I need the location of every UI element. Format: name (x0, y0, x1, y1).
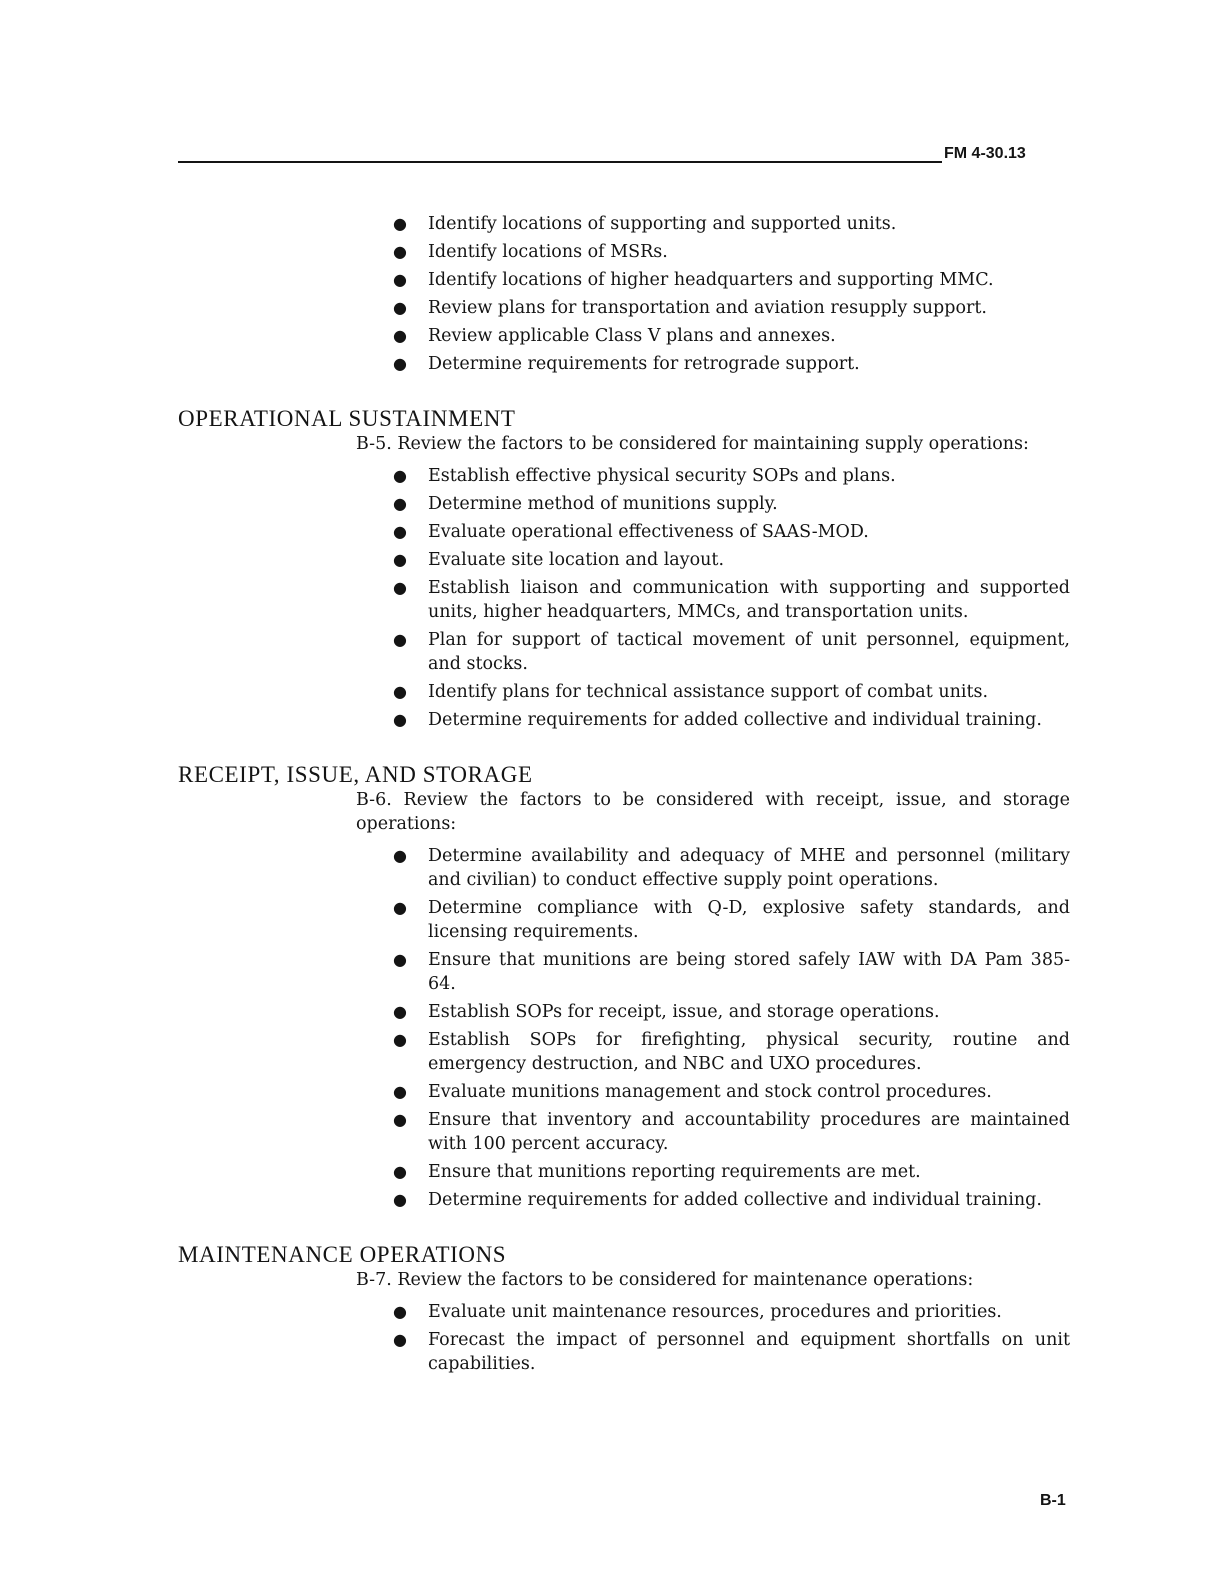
list-item-text: Determine availability and adequacy of MHE and personnel (military and civilian) to conduct effective supply point operations. (428, 846, 1070, 890)
bullet-icon: ● (393, 846, 407, 865)
list-item (393, 352, 1070, 376)
list-item-text: Forecast the impact of personnel and equipment shortfalls on unit capabilities. (428, 1330, 1070, 1374)
bullet-icon: ● (393, 1302, 407, 1321)
list-item-text: Evaluate operational effectiveness of SAAS-MOD. (428, 522, 869, 542)
list-item (393, 268, 1070, 292)
list-item (393, 296, 1070, 320)
bullet-icon: ● (393, 326, 407, 345)
section-heading-maintenance-operations: MAINTENANCE OPERATIONS (178, 1242, 507, 1267)
page-body (178, 212, 1070, 1380)
list-item-text: Determine compliance with Q-D, explosive safety standards, and licensing requirements. (428, 898, 1070, 942)
list-item-text: Review applicable Class V plans and annexes. (428, 326, 836, 346)
list-item (393, 464, 1070, 488)
receipt-issue-storage-bullet-list (393, 844, 1070, 1212)
header-rule (178, 161, 942, 163)
list-item (393, 1108, 1070, 1156)
bullet-icon: ● (393, 1162, 407, 1181)
list-item-text: Ensure that munitions reporting requirements are met. (428, 1162, 921, 1182)
list-item (393, 896, 1070, 944)
bullet-icon: ● (393, 270, 407, 289)
bullet-icon: ● (393, 1002, 407, 1021)
list-item-text: Determine requirements for added collective and individual training. (428, 710, 1042, 730)
list-item-text: Establish liaison and communication with supporting and supported units, higher headquarters, MMCs, and transportation units. (428, 578, 1070, 622)
bullet-icon: ● (393, 214, 407, 233)
bullet-icon: ● (393, 950, 407, 969)
list-item-text: Determine requirements for retrograde support. (428, 354, 860, 374)
list-item (393, 628, 1070, 676)
paragraph-b5: B-5. Review the factors to be considered for maintaining supply operations: (356, 434, 1029, 454)
list-item (393, 324, 1070, 348)
bullet-icon: ● (393, 298, 407, 317)
list-item-text: Plan for support of tactical movement of unit personnel, equipment, and stocks. (428, 630, 1070, 674)
list-item (393, 1080, 1070, 1104)
list-item-text: Ensure that munitions are being stored safely IAW with DA Pam 385-64. (428, 950, 1070, 994)
bullet-icon: ● (393, 1330, 407, 1349)
bullet-icon: ● (393, 682, 407, 701)
list-item (393, 948, 1070, 996)
bullet-icon: ● (393, 522, 407, 541)
bullet-icon: ● (393, 630, 407, 649)
section-heading-operational-sustainment: OPERATIONAL SUSTAINMENT (178, 406, 516, 431)
list-item-text: Establish effective physical security SOPs and plans. (428, 466, 896, 486)
list-item (393, 1328, 1070, 1376)
list-item (393, 212, 1070, 236)
bullet-icon: ● (393, 710, 407, 729)
list-item-text: Ensure that inventory and accountability procedures are maintained with 100 percent accuracy. (428, 1110, 1070, 1154)
bullet-icon: ● (393, 1190, 407, 1209)
list-item (393, 680, 1070, 704)
paragraph-b6: B-6. Review the factors to be considered with receipt, issue, and storage operations: (356, 790, 1070, 834)
list-item (393, 1188, 1070, 1212)
list-item (393, 548, 1070, 572)
bullet-icon: ● (393, 1030, 407, 1049)
bullet-icon: ● (393, 578, 407, 597)
list-item (393, 520, 1070, 544)
section-heading-receipt-issue-storage: RECEIPT, ISSUE, AND STORAGE (178, 762, 533, 787)
list-item-text: Identify locations of MSRs. (428, 242, 668, 262)
list-item (393, 1028, 1070, 1076)
maintenance-operations-bullet-list (393, 1300, 1070, 1376)
list-item-text: Establish SOPs for firefighting, physical security, routine and emergency destruction, and NBC and UXO procedures. (428, 1030, 1070, 1074)
list-item-text: Evaluate unit maintenance resources, procedures and priorities. (428, 1302, 1002, 1322)
list-item-text: Determine requirements for added collective and individual training. (428, 1190, 1042, 1210)
bullet-icon: ● (393, 550, 407, 569)
list-item-text: Identify locations of supporting and supported units. (428, 214, 897, 234)
list-item (393, 708, 1070, 732)
intro-bullet-list (393, 212, 1070, 376)
bullet-icon: ● (393, 494, 407, 513)
bullet-icon: ● (393, 466, 407, 485)
list-item (393, 844, 1070, 892)
list-item (393, 1300, 1070, 1324)
list-item-text: Determine method of munitions supply. (428, 494, 778, 514)
list-item-text: Evaluate site location and layout. (428, 550, 725, 570)
bullet-icon: ● (393, 354, 407, 373)
bullet-icon: ● (393, 898, 407, 917)
bullet-icon: ● (393, 1082, 407, 1101)
list-item-text: Establish SOPs for receipt, issue, and storage operations. (428, 1002, 940, 1022)
list-item-text: Identify locations of higher headquarters and supporting MMC. (428, 270, 994, 290)
list-item (393, 240, 1070, 264)
operational-sustainment-bullet-list (393, 464, 1070, 732)
bullet-icon: ● (393, 242, 407, 261)
paragraph-b7: B-7. Review the factors to be considered for maintenance operations: (356, 1270, 974, 1290)
page-number: B-1 (1040, 1492, 1066, 1509)
list-item (393, 1160, 1070, 1184)
list-item (393, 576, 1070, 624)
list-item-text: Review plans for transportation and aviation resupply support. (428, 298, 987, 318)
list-item-text: Evaluate munitions management and stock control procedures. (428, 1082, 992, 1102)
bullet-icon: ● (393, 1110, 407, 1129)
list-item-text: Identify plans for technical assistance support of combat units. (428, 682, 989, 702)
document-id: FM 4-30.13 (944, 145, 1026, 162)
list-item (393, 1000, 1070, 1024)
list-item (393, 492, 1070, 516)
